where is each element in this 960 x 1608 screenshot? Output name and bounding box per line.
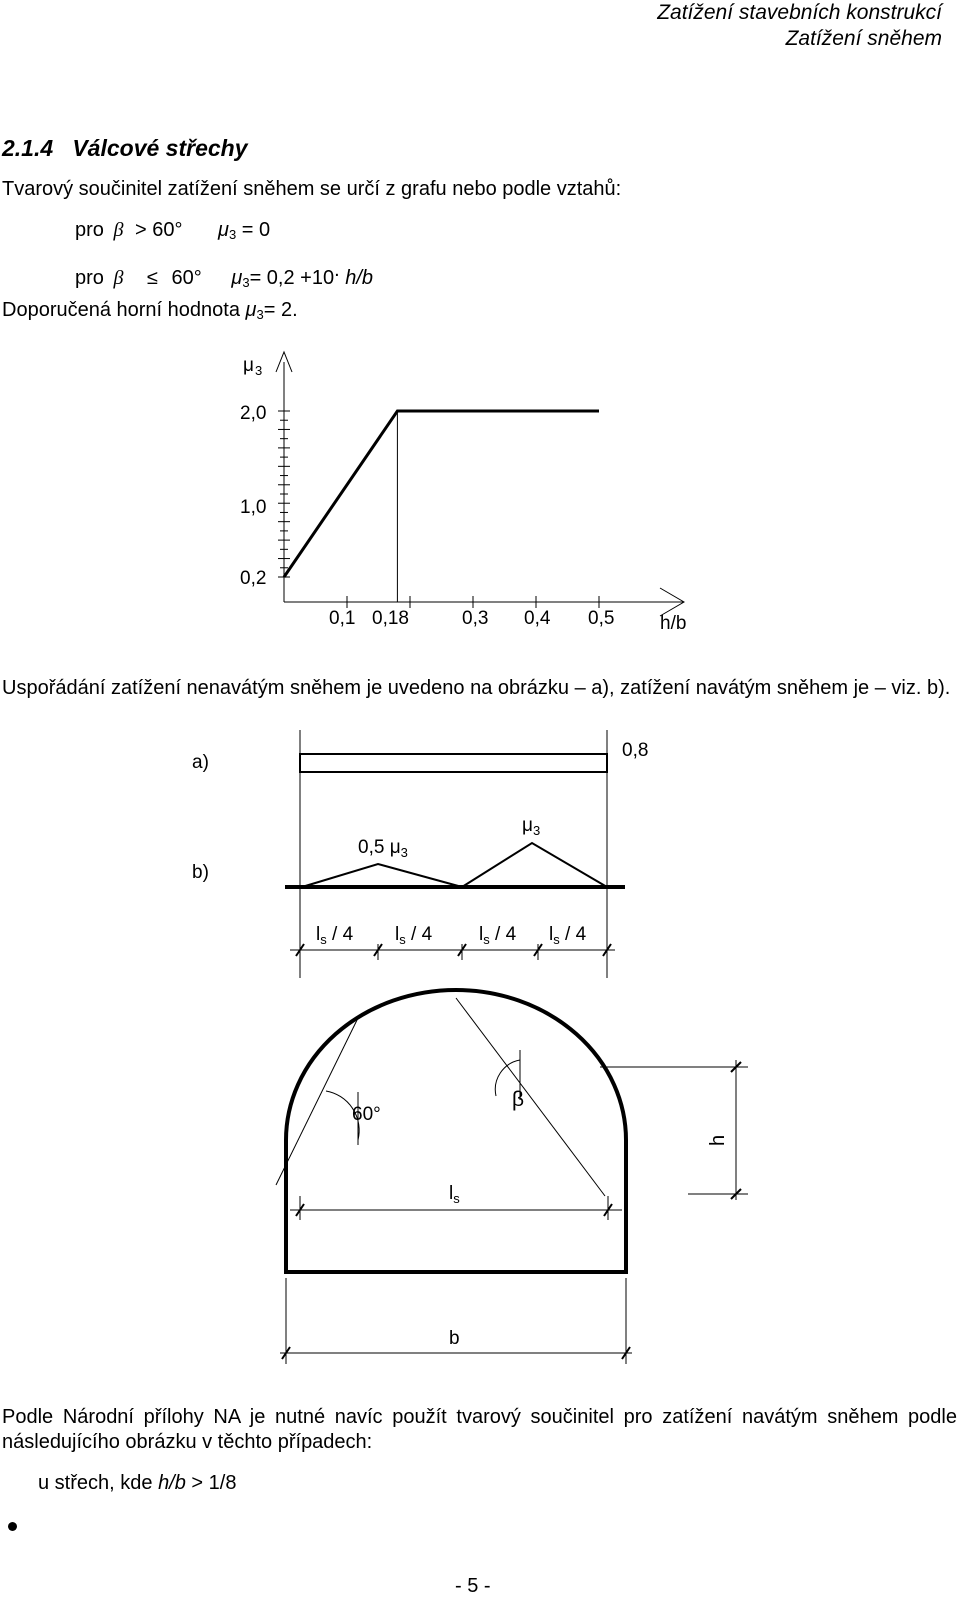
- mu-subscript: 3: [256, 307, 264, 322]
- ls-label: $l_s$: [449, 1183, 460, 1206]
- angle-label-60: 60°: [352, 1104, 381, 1125]
- intro-text: Tvarový součinitel zatížení sněhem se určí z grafu nebo podle vztahů:: [2, 178, 622, 200]
- x-tick-label: 0,3: [462, 608, 489, 629]
- formula-pro: pro: [75, 219, 104, 241]
- mu3-series-line: [284, 411, 599, 577]
- roof-load-diagram: [0, 720, 960, 1420]
- formula-condition: ≤: [147, 267, 158, 289]
- bullet-suffix: > 1/8: [185, 1472, 237, 1494]
- formula-expression: = 0,2 +10: [249, 267, 335, 289]
- mu3-peak-label: $\mu_3$: [522, 815, 541, 838]
- x-tick-label: 0,4: [524, 608, 551, 629]
- load-value-08: 0,8: [622, 740, 649, 761]
- bullet-hb: h/b: [158, 1472, 186, 1494]
- b-label: b: [449, 1328, 460, 1349]
- section-number: 2.1.4: [2, 135, 54, 161]
- x-tick-label: 0,1: [329, 608, 356, 629]
- tangent-60: [276, 1018, 358, 1185]
- national-annex-text: Podle Národní přílohy NA je nutné navíc použít tvarový součinitel pro zatížení navátým sněhem podle následujícího obrázku v těchto případech:: [2, 1406, 957, 1453]
- ls-quarter-label: $l_s / 4$: [549, 924, 587, 947]
- formula-condition: > 60°: [135, 219, 183, 241]
- half-mu-label: 0,5 $\mu_3$: [358, 837, 408, 860]
- drift-triangle-large: [462, 843, 607, 887]
- recommended-value: = 2.: [263, 299, 298, 321]
- beta-symbol: β: [113, 219, 124, 241]
- formula-pro: pro: [75, 267, 104, 289]
- mu-symbol: μ: [218, 219, 230, 241]
- mu-subscript: 3: [229, 227, 237, 242]
- page-number: - 5 -: [455, 1575, 491, 1597]
- drift-triangle-small: [302, 864, 462, 887]
- cylindrical-roof-outline: [286, 990, 626, 1272]
- x-axis-label: h/b: [660, 613, 687, 634]
- header-line-2: Zatížení sněhem: [785, 27, 942, 50]
- h-label: h: [707, 1134, 729, 1146]
- x-tick-label: 0,5: [588, 608, 615, 629]
- ls-quarter-label: $l_s / 4$: [395, 924, 433, 947]
- y-axis-label-mu: μ: [243, 355, 254, 376]
- uniform-load-block: [300, 754, 607, 772]
- arrangement-text: Uspořádání zatížení nenavátým sněhem je uvedeno na obrázku – a), zatížení navátým sněhem je – viz. b).: [2, 677, 951, 699]
- beta-symbol: β: [113, 267, 124, 289]
- ls-quarter-labels: [316, 924, 587, 947]
- header-line-1: Zatížení stavebních konstrukcí: [657, 1, 942, 24]
- formula-condition-value: 60°: [171, 267, 202, 289]
- section-title: Válcové střechy: [72, 135, 248, 161]
- bullet-dot: [8, 1522, 17, 1531]
- y-tick-label: 0,2: [240, 568, 267, 589]
- ls-quarter-label: $l_s / 4$: [316, 924, 354, 947]
- mu-symbol: μ: [231, 267, 243, 289]
- x-tick-label: 0,18: [372, 608, 409, 629]
- mu3-chart: [0, 0, 960, 660]
- bullet-item: [38, 1471, 236, 1495]
- formula-expression: = 0: [236, 219, 271, 241]
- ls-quarter-label: $l_s / 4$: [479, 924, 517, 947]
- y-tick-label: 1,0: [240, 497, 267, 518]
- y-axis-label-sub: 3: [255, 363, 263, 378]
- formula-hb: h/b: [339, 267, 374, 289]
- angle-label-beta: β: [512, 1088, 525, 1111]
- mu-subscript: 3: [242, 275, 250, 290]
- multiplication-dot: .: [334, 259, 340, 281]
- bullet-prefix: u střech, kde: [38, 1472, 159, 1494]
- tangent-beta: [456, 998, 605, 1196]
- label-b: b): [192, 862, 209, 883]
- y-tick-label: 2,0: [240, 403, 267, 424]
- recommended-label: Doporučená horní hodnota: [2, 299, 246, 321]
- mu-symbol: μ: [245, 299, 257, 321]
- label-a: a): [192, 752, 209, 773]
